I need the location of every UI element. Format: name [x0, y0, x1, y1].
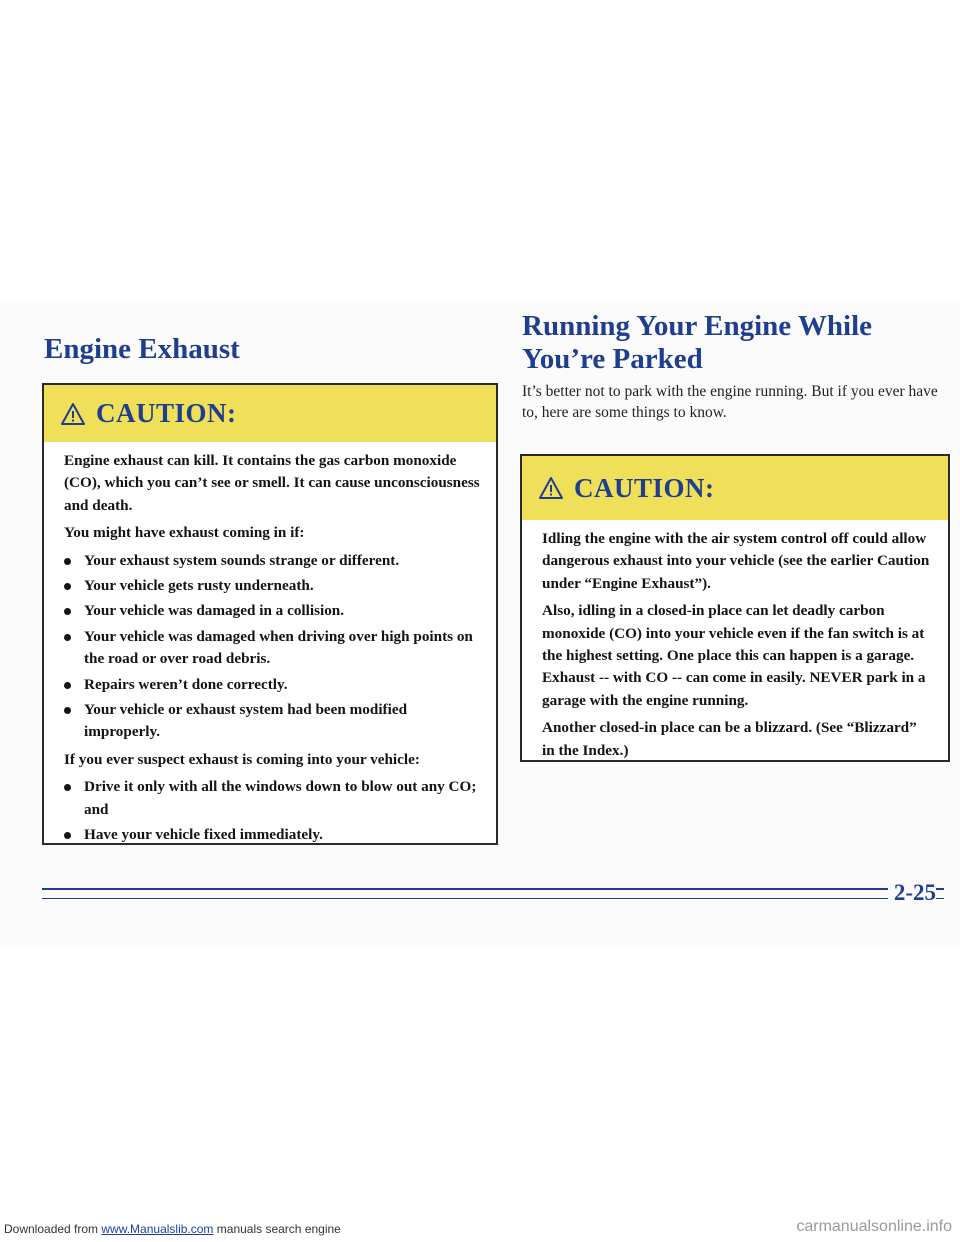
- list-item: [64, 626, 480, 671]
- list-item: [64, 600, 480, 622]
- list-item-text: Your vehicle or exhaust system had been modified improperly.: [84, 701, 408, 741]
- list-item-text: Drive it only with all the windows down to blow out any CO; and: [84, 778, 477, 818]
- caution-box-engine-exhaust: [42, 383, 498, 845]
- caution-paragraph: Another closed-in place can be a blizzard. (See “Blizzard” in the Index.): [542, 719, 917, 759]
- download-footer: [4, 1222, 341, 1236]
- caution-box-parked: [520, 454, 950, 762]
- bullet-icon: [64, 583, 71, 590]
- caution-paragraph: Also, idling in a closed-in place can let deadly carbon monoxide (CO) into your vehicle even if the fan switch is at the highest setting. One place this can happen is a garage. Exhaust -- with CO -- can come in easily. NEVER park in a garage with the engine running.: [542, 602, 926, 709]
- caution-paragraph: Idling the engine with the air system control off could allow dangerous exhaust into your vehicle (see the earlier Caution under “Engine Exhaust”).: [542, 530, 930, 592]
- list-item-text: Your exhaust system sounds strange or different.: [84, 551, 400, 569]
- footer-rule-thin: [42, 898, 944, 899]
- list-item: [64, 699, 480, 744]
- section-heading-running-engine-parked: Running Your Engine While You’re Parked: [522, 310, 873, 375]
- footer-prefix: Downloaded from: [4, 1222, 102, 1236]
- intro-paragraph: It’s better not to park with the engine running. But if you ever have to, here are some things to know.: [522, 383, 938, 421]
- list-item-text: Repairs weren’t done correctly.: [84, 675, 288, 693]
- bullet-icon: [64, 558, 71, 565]
- section-heading-engine-exhaust: Engine Exhaust: [44, 333, 240, 365]
- bullet-icon: [64, 608, 71, 615]
- list-item: [64, 550, 480, 572]
- list-item-text: Your vehicle was damaged when driving over high points on the road or over road debris.: [84, 627, 473, 668]
- footer-rule: [42, 888, 944, 890]
- list-item-text: Your vehicle gets rusty underneath.: [84, 577, 314, 595]
- bullet-icon: [64, 832, 71, 839]
- bullet-icon: [64, 634, 71, 641]
- caution-header: [522, 456, 948, 520]
- action-list: [64, 776, 480, 846]
- list-item: [64, 776, 480, 821]
- watermark: carmanualsonline.info: [796, 1218, 952, 1235]
- list-item: [64, 674, 480, 696]
- list-item: [64, 824, 480, 846]
- caution-paragraph: Engine exhaust can kill. It contains the gas carbon monoxide (CO), which you can’t see or smell. It can cause unconsciousness and death.: [64, 452, 480, 514]
- caution-label: CAUTION:: [96, 398, 237, 428]
- bullet-icon: [64, 707, 71, 714]
- caution-body: [522, 520, 948, 762]
- warning-triangle-icon: [60, 402, 86, 426]
- warning-triangle-icon: [538, 476, 564, 500]
- list-item-text: Your vehicle was damaged in a collision.: [84, 602, 345, 620]
- footer-suffix: manuals search engine: [213, 1222, 341, 1236]
- bullet-icon: [64, 784, 71, 791]
- page-number: 2-25: [888, 880, 936, 906]
- caution-header: [44, 385, 496, 442]
- bullet-icon: [64, 682, 71, 689]
- manualslib-link[interactable]: www.Manualslib.com: [101, 1222, 214, 1236]
- list-item-text: Have your vehicle fixed immediately.: [84, 826, 323, 844]
- symptom-list: [64, 550, 480, 744]
- caution-paragraph: You might have exhaust coming in if:: [64, 524, 305, 542]
- caution-label: CAUTION:: [574, 472, 715, 503]
- caution-paragraph: If you ever suspect exhaust is coming into your vehicle:: [64, 750, 420, 768]
- list-item: [64, 575, 480, 597]
- caution-body: [44, 442, 496, 847]
